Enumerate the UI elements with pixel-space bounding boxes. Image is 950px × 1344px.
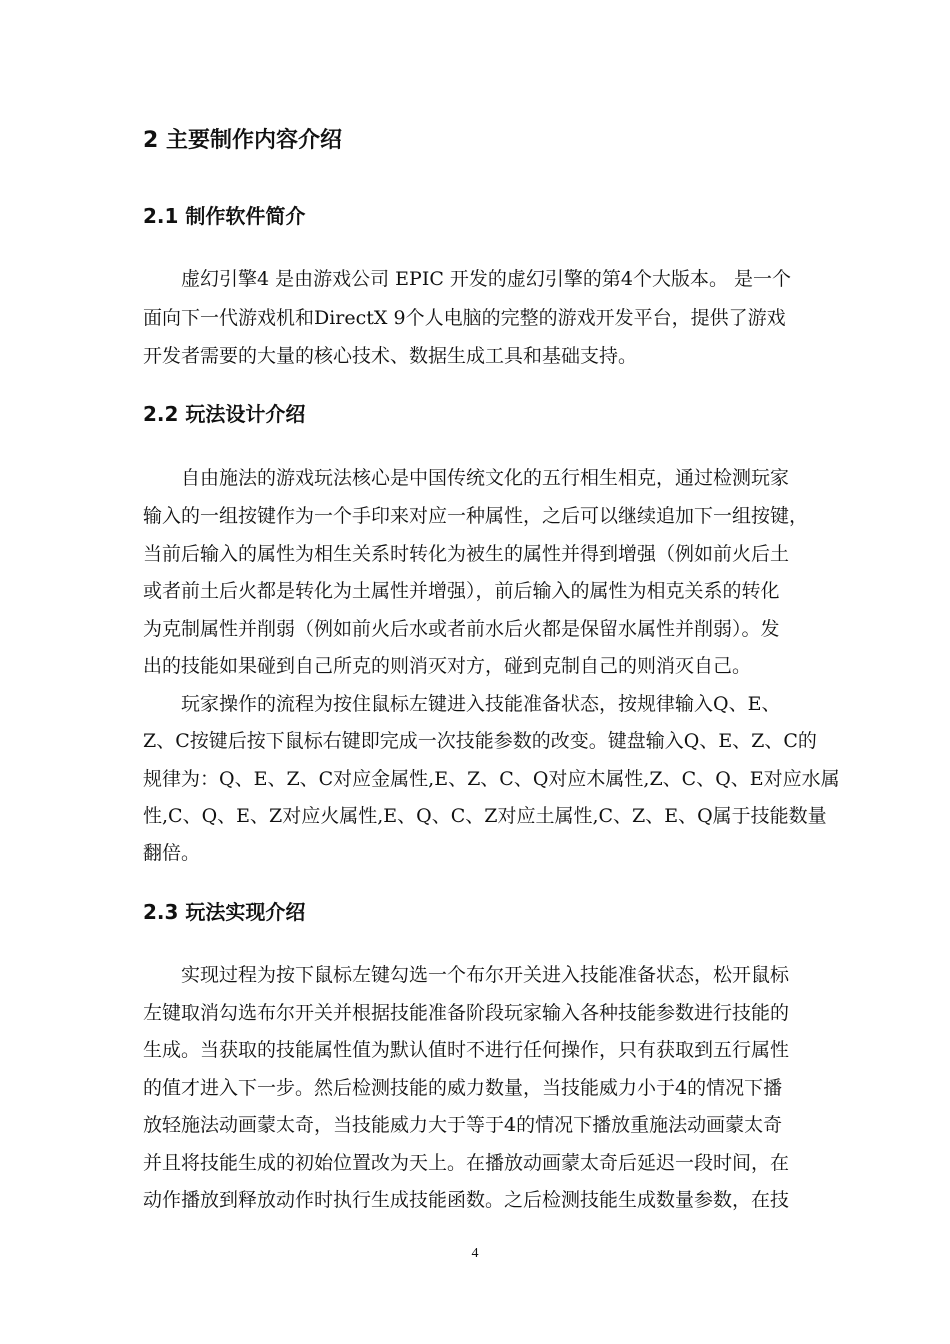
section-heading-2-3: 2.3 玩法实现介绍 [143, 900, 306, 924]
section-heading-2-1: 2.1 制作软件简介 [143, 204, 306, 228]
paragraph-line: Z、C按键后按下鼠标右键即完成一次技能参数的改变。键盘输入Q、E、Z、C的 [143, 730, 817, 752]
section-heading-2-2: 2.2 玩法设计介绍 [143, 402, 306, 426]
page-number: 4 [471, 1246, 479, 1261]
paragraph-line: 翻倍。 [143, 842, 201, 864]
paragraph-line: 实现过程为按下鼠标左键勾选一个布尔开关进入技能准备状态，松开鼠标 [181, 964, 790, 986]
paragraph-line: 当前后输入的属性为相生关系时转化为被生的属性并得到增强（例如前火后土 [143, 543, 790, 565]
paragraph-line: 左键取消勾选布尔开关并根据技能准备阶段玩家输入各种技能参数进行技能的 [143, 1002, 790, 1024]
paragraph-line: 并且将技能生成的初始位置改为天上。在播放动画蒙太奇后延迟一段时间，在 [143, 1152, 790, 1174]
paragraph-line: 自由施法的游戏玩法核心是中国传统文化的五行相生相克，通过检测玩家 [181, 467, 790, 489]
paragraph-line: 虚幻引擎4 是由游戏公司 EPIC 开发的虚幻引擎的第4个大版本。 是一个 [181, 268, 792, 290]
paragraph-line: 面向下一代游戏机和DirectX 9个人电脑的完整的游戏开发平台，提供了游戏 [143, 307, 786, 329]
paragraph-line: 性,C、Q、E、Z对应火属性,E、Q、C、Z对应土属性,C、Z、E、Q属于技能数量 [143, 805, 827, 827]
chapter-heading: 2 主要制作内容介绍 [143, 128, 342, 153]
paragraph-line: 动作播放到释放动作时执行生成技能函数。之后检测技能生成数量参数，在技 [143, 1189, 790, 1211]
paragraph-line: 或者前土后火都是转化为土属性并增强），前后输入的属性为相克关系的转化 [143, 580, 780, 602]
paragraph-line: 为克制属性并削弱（例如前火后水或者前水后火都是保留水属性并削弱）。发 [143, 618, 780, 640]
paragraph-line: 放轻施法动画蒙太奇，当技能威力大于等于4的情况下播放重施法动画蒙太奇 [143, 1114, 783, 1136]
paragraph-line: 玩家操作的流程为按住鼠标左键进入技能准备状态，按规律输入Q、E、 [181, 693, 781, 715]
paragraph-line: 规律为：Q、E、Z、C对应金属性,E、Z、C、Q对应木属性,Z、C、Q、E对应水属 [143, 768, 840, 790]
paragraph-line: 输入的一组按键作为一个手印来对应一种属性，之后可以继续追加下一组按键， [143, 505, 809, 527]
paragraph-line: 出的技能如果碰到自己所克的则消灭对方，碰到克制自己的则消灭自己。 [143, 655, 752, 677]
paragraph-line: 生成。当获取的技能属性值为默认值时不进行任何操作，只有获取到五行属性 [143, 1039, 790, 1061]
paragraph-line: 开发者需要的大量的核心技术、数据生成工具和基础支持。 [143, 345, 638, 367]
paragraph-line: 的值才进入下一步。然后检测技能的威力数量，当技能威力小于4的情况下播 [143, 1077, 783, 1099]
